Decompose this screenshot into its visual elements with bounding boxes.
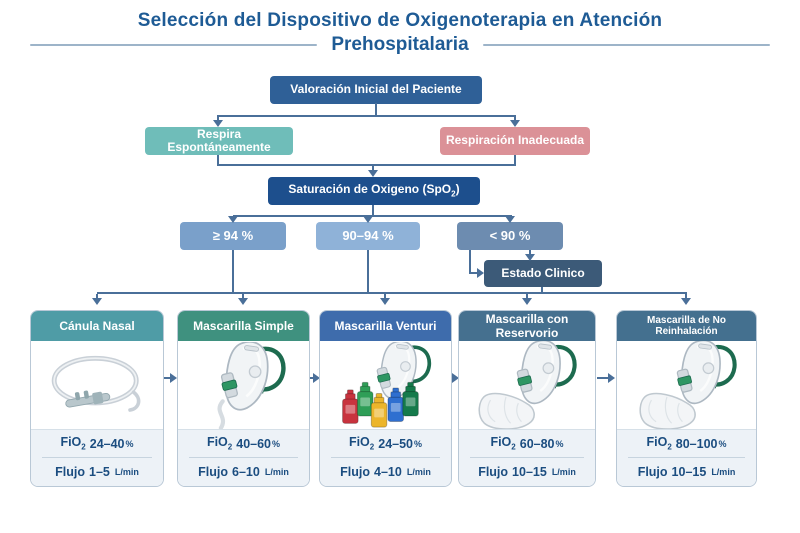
device-card-title: Mascarilla con Reservorio [459,311,595,341]
non-rebreather-mask-icon [630,341,744,431]
node-respiracion-inadecuada: Respiración Inadecuada [440,127,590,155]
device-card-title: Cánula Nasal [31,311,163,341]
title-line-2 [0,32,800,56]
device-card-mascarilla-simple [177,310,310,487]
reservoir-mask-icon [471,341,583,431]
node-estado-clinico: Estado Clinico [484,260,602,287]
device-specs [320,429,451,486]
arrow-right-icon [477,268,484,278]
arrow-down-icon [380,298,390,305]
device-card-mascarilla-con-reservorio [458,310,596,487]
device-illustration-area [617,341,756,430]
device-card-title: Mascarilla Venturi [320,311,451,341]
connector-line [218,164,516,166]
saturacion-label: Saturación de Oxigeno (SpO$_2$) [288,181,460,199]
connector-line [232,250,234,293]
device-card-title: Mascarilla de No Reinhalación [617,311,756,341]
nasal-cannula-icon [39,343,155,428]
fio2-row: FiO$_2$ 60–80 % [470,430,584,458]
device-card-title: Mascarilla Simple [178,311,309,341]
arrow-down-icon [505,216,515,223]
node-respira-espontaneamente: Respira Espontáneamente [145,127,293,155]
connector-line [218,115,516,117]
arrow-down-icon [92,298,102,305]
arrow-down-icon [510,120,520,127]
device-card-canula-nasal [30,310,164,487]
device-card-mascarilla-venturi [319,310,452,487]
title-line-2-text: Prehospitalaria [331,34,469,55]
arrow-down-icon [238,298,248,305]
fio2-row: FiO$_2$ 24–40 % [42,430,152,458]
arrow-down-icon [213,120,223,127]
node-saturacion-spo2 [268,177,480,205]
flujo-row: Flujo 10–15 L/min [478,464,576,479]
device-specs [31,429,163,486]
node-spo2-lt-90: < 90 % [457,222,563,250]
arrow-down-icon [228,216,238,223]
arrow-down-icon [525,254,535,261]
connector-line [97,292,687,294]
device-specs [617,429,756,486]
device-illustration-area [459,341,595,430]
device-illustration-area [178,341,309,430]
device-specs [178,429,309,486]
venturi-mask-icon [332,342,440,430]
flujo-row: Flujo 10–15 L/min [637,464,736,479]
arrow-down-icon [681,298,691,305]
connector-line [367,250,369,293]
fio2-row: FiO$_2$ 24–50 % [331,430,440,458]
fio2-row: FiO$_2$ 80–100 % [628,430,745,458]
page-title [0,10,800,56]
node-valoracion-inicial: Valoración Inicial del Paciente [270,76,482,104]
device-specs [459,429,595,486]
flujo-row: Flujo 4–10 L/min [340,464,431,479]
arrow-right-icon [608,373,615,383]
flujo-row: Flujo 1–5 L/min [55,464,139,479]
title-rule-left [30,44,317,46]
connector-line [469,250,471,274]
simple-mask-icon [190,342,298,430]
arrow-down-icon [368,170,378,177]
arrow-down-icon [363,216,373,223]
node-spo2-ge-94: ≥ 94 % [180,222,286,250]
device-card-mascarilla-no-reinhalacion [616,310,757,487]
fio2-row: FiO$_2$ 40–60 % [189,430,298,458]
device-illustration-area [320,341,451,430]
title-rule-right [483,44,770,46]
title-line-1: Selección del Dispositivo de Oxigenoterapia en Atención [137,10,663,31]
arrow-down-icon [522,298,532,305]
device-illustration-area [31,341,163,430]
node-spo2-90-94: 90–94 % [316,222,420,250]
flujo-row: Flujo 6–10 L/min [198,464,289,479]
arrow-right-icon [170,373,177,383]
